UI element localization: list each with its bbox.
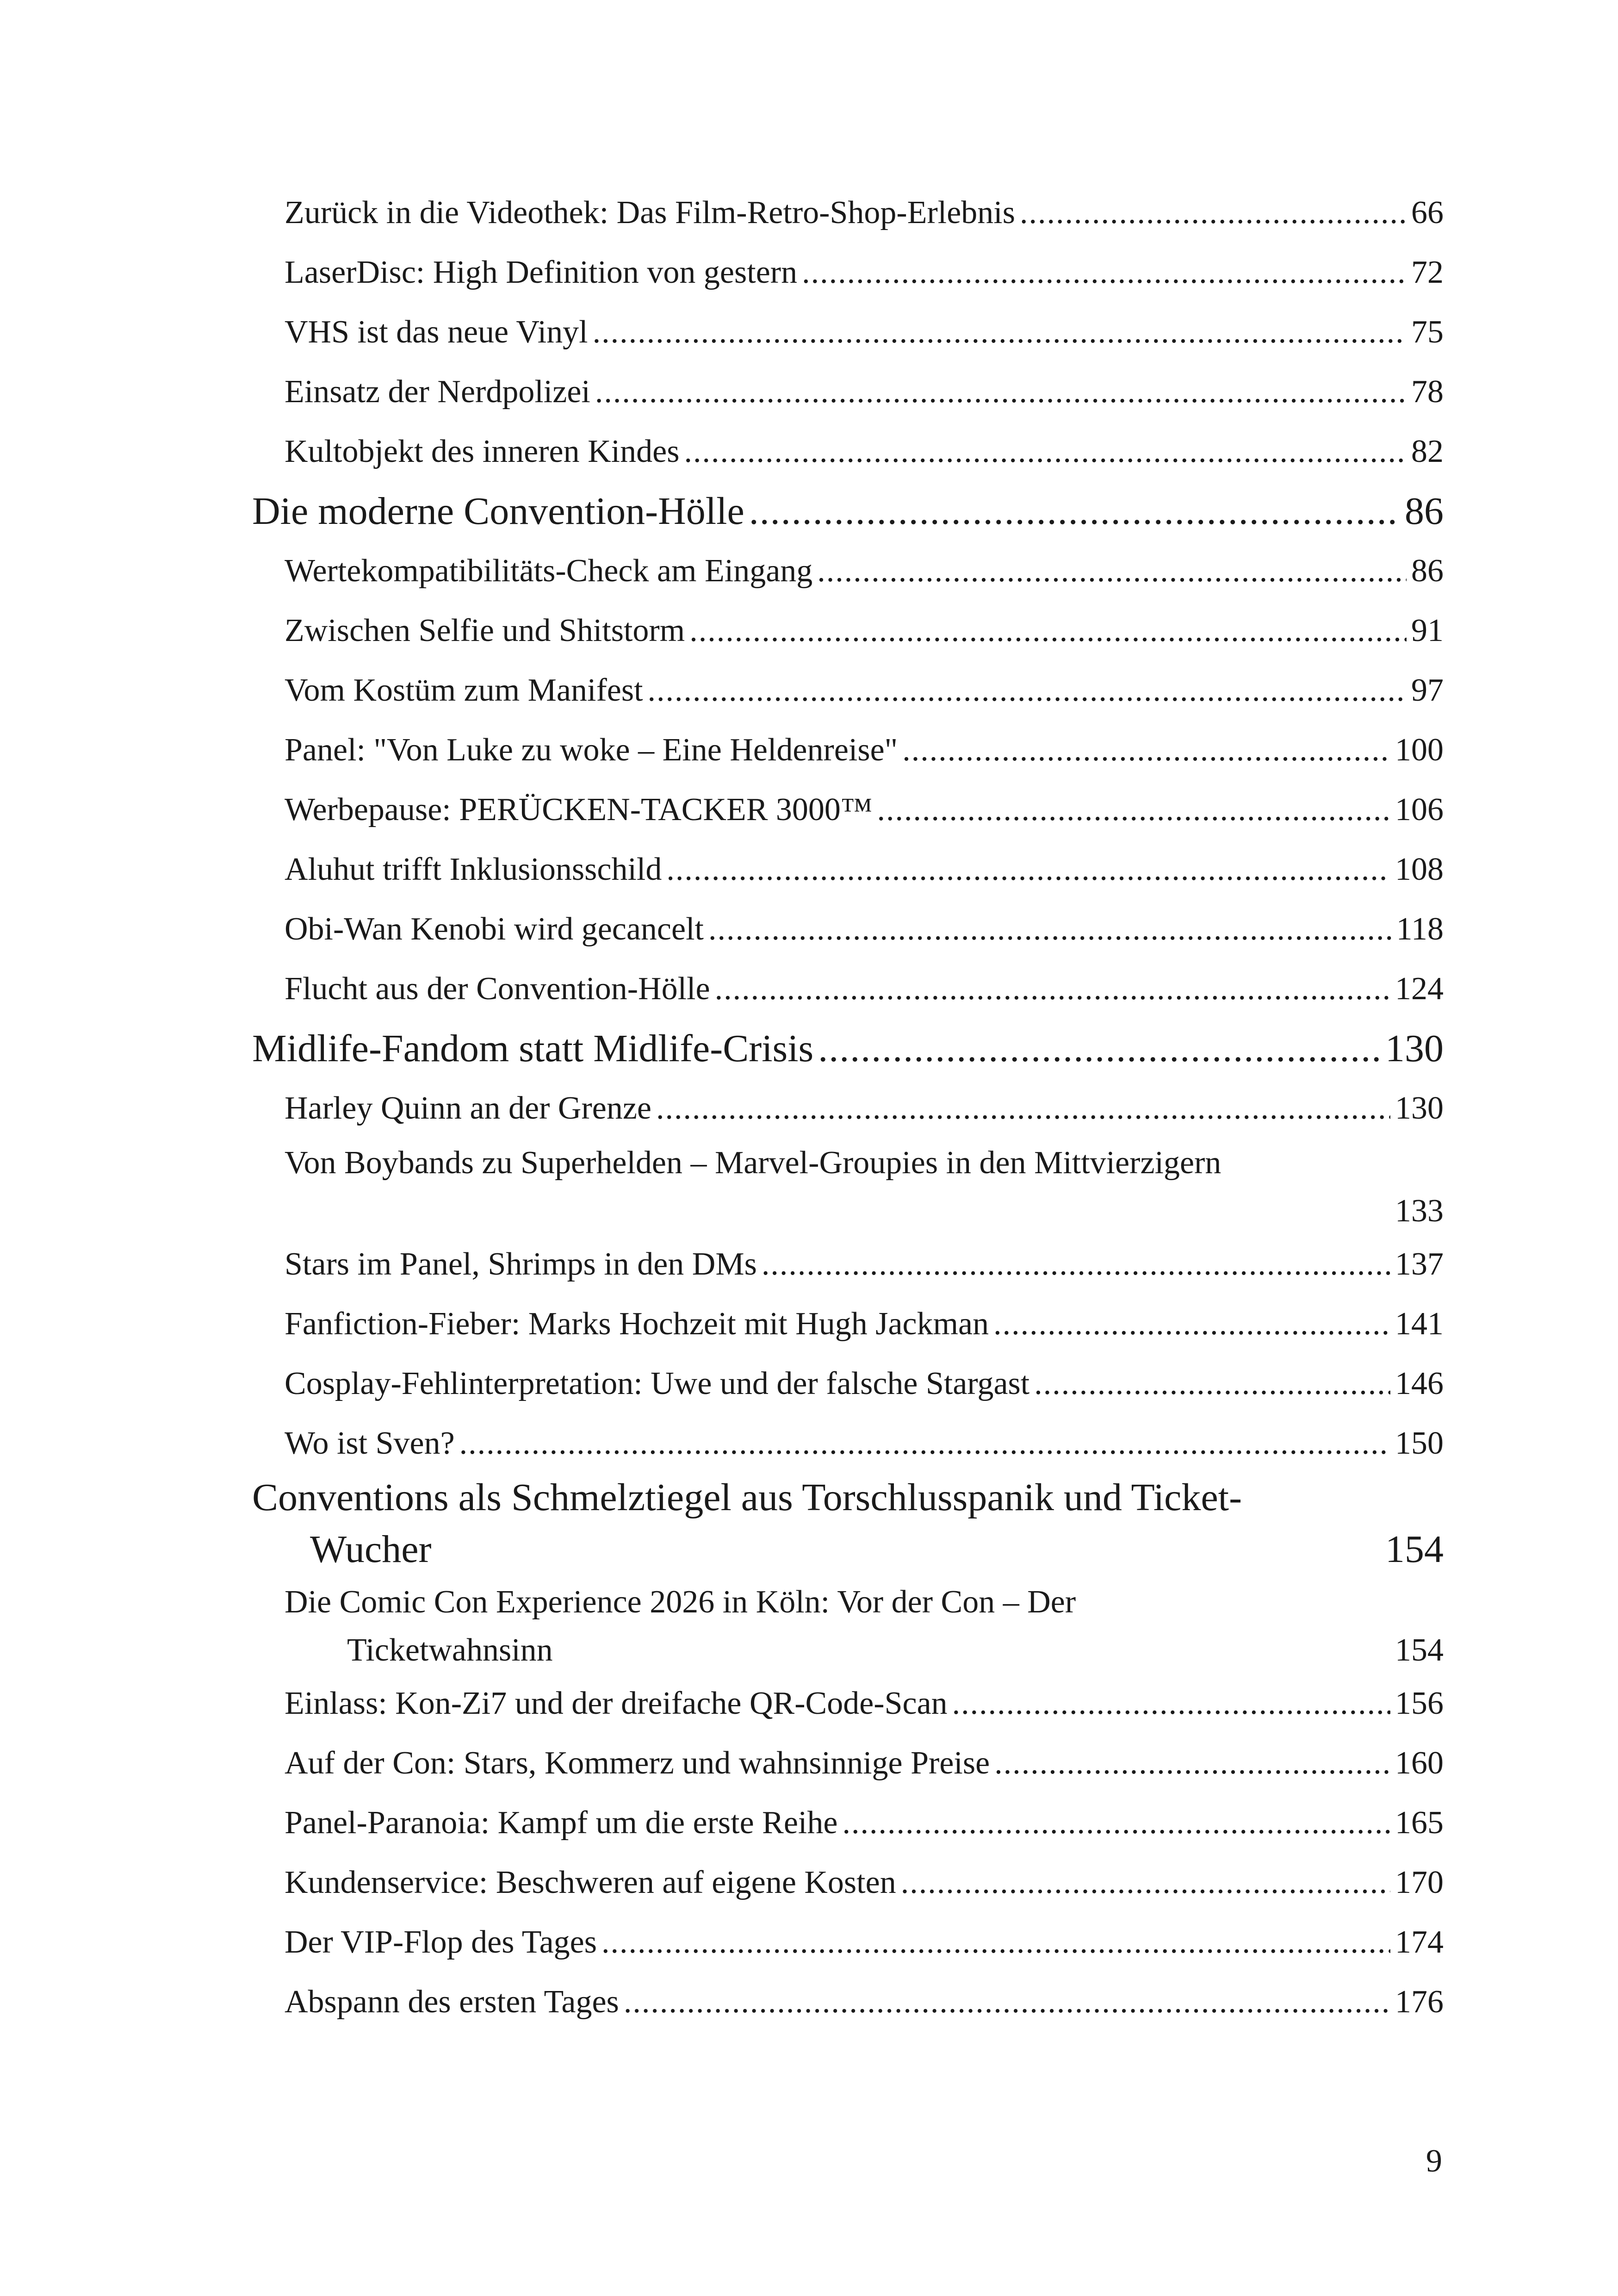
dot-leader xyxy=(818,1019,1381,1078)
toc-entry-title: Auf der Con: Stars, Kommerz und wahnsinnige Preise xyxy=(285,1745,990,1781)
dot-leader xyxy=(901,1853,1390,1912)
toc-entry-title: Zurück in die Videothek: Das Film-Retro-Shop-Erlebnis xyxy=(285,195,1015,230)
dot-leader xyxy=(902,720,1390,780)
toc-entry-page: 174 xyxy=(1395,1924,1444,1960)
toc-entry-page: 124 xyxy=(1395,971,1444,1007)
toc-chapter[interactable] xyxy=(252,1019,1444,1078)
toc-entry-title: Wo ist Sven? xyxy=(285,1425,455,1461)
toc-entry[interactable] xyxy=(252,1793,1444,1853)
toc-entry-page: 97 xyxy=(1411,672,1444,708)
toc-entry[interactable] xyxy=(252,422,1444,481)
toc-entry-page: 86 xyxy=(1411,553,1444,589)
toc-entry[interactable] xyxy=(252,1234,1444,1294)
toc-chapter-page: 86 xyxy=(1405,490,1444,533)
toc-entry-page: 130 xyxy=(1395,1090,1444,1126)
toc-entry-title: Panel: "Von Luke zu woke – Eine Heldenreise" xyxy=(285,732,898,768)
toc-entry[interactable] xyxy=(252,1354,1444,1413)
dot-leader xyxy=(595,362,1407,422)
toc-entry[interactable] xyxy=(252,1912,1444,1972)
toc-entry-page: 170 xyxy=(1395,1865,1444,1900)
toc-entry-page: 78 xyxy=(1411,374,1444,410)
toc-entry-title: Vom Kostüm zum Manifest xyxy=(285,672,643,708)
dot-leader xyxy=(715,959,1390,1019)
toc-entry[interactable] xyxy=(252,1138,1444,1234)
toc-entry-title: Werbepause: PERÜCKEN-TACKER 3000™ xyxy=(285,792,873,828)
toc-chapter-page: 154 xyxy=(1385,1528,1444,1571)
toc-entry-page: 75 xyxy=(1411,314,1444,350)
toc-entry-page: 150 xyxy=(1395,1425,1444,1461)
toc-entry[interactable] xyxy=(252,899,1444,959)
toc-entry-title: Kultobjekt des inneren Kindes xyxy=(285,434,680,469)
toc-entry-title: Einsatz der Nerdpolizei xyxy=(285,374,590,410)
dot-leader xyxy=(684,422,1407,481)
toc-entry-page: 118 xyxy=(1396,911,1444,947)
toc-entry-page: 133 xyxy=(1395,1193,1444,1229)
dot-leader xyxy=(1020,183,1407,243)
toc-entry-title: Wertekompatibilitäts-Check am Eingang xyxy=(285,553,813,589)
dot-leader xyxy=(601,1912,1390,1972)
toc-entry-page: 106 xyxy=(1395,792,1444,828)
toc-entry-page: 165 xyxy=(1395,1805,1444,1841)
toc-chapter-title-line1: Conventions als Schmelztiegel aus Torschlusspanik und Ticket- xyxy=(252,1476,1242,1519)
toc-entry[interactable] xyxy=(252,1853,1444,1912)
toc-entry-page: 160 xyxy=(1395,1745,1444,1781)
dot-leader xyxy=(689,601,1407,660)
dot-leader xyxy=(593,302,1407,362)
toc-chapter-title: Die moderne Convention-Hölle xyxy=(252,490,744,533)
toc-entry-title-line1: Die Comic Con Experience 2026 in Köln: Vor der Con – Der xyxy=(285,1584,1076,1620)
toc-entry-title: Aluhut trifft Inklusionsschild xyxy=(285,852,662,887)
toc-entry[interactable] xyxy=(252,1078,1444,1138)
toc-entry[interactable] xyxy=(252,183,1444,243)
toc-entry-title: Abspann des ersten Tages xyxy=(285,1984,619,2020)
toc-entry-title: Der VIP-Flop des Tages xyxy=(285,1924,597,1960)
dot-leader xyxy=(842,1793,1390,1853)
dot-leader xyxy=(708,899,1392,959)
toc-entry[interactable] xyxy=(252,959,1444,1019)
toc-entry-title: Stars im Panel, Shrimps in den DMs xyxy=(285,1246,757,1282)
toc-entry[interactable] xyxy=(252,720,1444,780)
toc-entry-page: 100 xyxy=(1395,732,1444,768)
dot-leader xyxy=(994,1733,1390,1793)
toc-entry-page: 156 xyxy=(1395,1686,1444,1721)
toc-entry-title-line2: Ticketwahnsinn xyxy=(347,1632,553,1668)
toc-chapter-title: Midlife-Fandom statt Midlife-Crisis xyxy=(252,1027,814,1070)
dot-leader xyxy=(993,1294,1390,1354)
toc-entry[interactable] xyxy=(252,1413,1444,1473)
table-of-contents xyxy=(252,183,1444,2032)
toc-chapter-title-line2: Wucher xyxy=(310,1528,432,1571)
toc-entry-page: 141 xyxy=(1395,1306,1444,1342)
toc-entry-title: Zwischen Selfie und Shitstorm xyxy=(285,613,685,648)
toc-entry-page: 137 xyxy=(1395,1246,1444,1282)
toc-entry-page: 146 xyxy=(1395,1366,1444,1401)
toc-entry-title: Kundenservice: Beschweren auf eigene Kosten xyxy=(285,1865,896,1900)
dot-leader xyxy=(666,840,1390,899)
dot-leader xyxy=(762,1234,1390,1294)
toc-entry-title: Panel-Paranoia: Kampf um die erste Reihe xyxy=(285,1805,838,1841)
toc-chapter[interactable] xyxy=(252,1473,1444,1577)
dot-leader xyxy=(749,481,1400,541)
toc-chapter-page: 130 xyxy=(1385,1027,1444,1070)
toc-entry-title: VHS ist das neue Vinyl xyxy=(285,314,588,350)
toc-entry[interactable] xyxy=(252,780,1444,840)
dot-leader xyxy=(802,243,1407,302)
toc-entry[interactable] xyxy=(252,1674,1444,1733)
toc-entry-title: Einlass: Kon-Zi7 und der dreifache QR-Code-Scan xyxy=(285,1686,948,1721)
toc-entry[interactable] xyxy=(252,302,1444,362)
toc-entry-page: 82 xyxy=(1411,434,1444,469)
toc-entry-title: Cosplay-Fehlinterpretation: Uwe und der falsche Stargast xyxy=(285,1366,1030,1401)
toc-entry-page: 108 xyxy=(1395,852,1444,887)
toc-entry-title: Von Boybands zu Superhelden – Marvel-Groupies in den Mittvierzigern xyxy=(285,1145,1221,1181)
dot-leader xyxy=(656,1078,1390,1138)
toc-entry-title: Obi-Wan Kenobi wird gecancelt xyxy=(285,911,704,947)
dot-leader xyxy=(817,541,1407,601)
toc-entry[interactable] xyxy=(252,1733,1444,1793)
toc-entry[interactable] xyxy=(252,660,1444,720)
toc-entry[interactable] xyxy=(252,1972,1444,2032)
dot-leader xyxy=(459,1413,1390,1473)
toc-entry-page: 154 xyxy=(1395,1632,1444,1668)
dot-leader xyxy=(648,660,1407,720)
toc-entry[interactable] xyxy=(252,840,1444,899)
toc-entry[interactable] xyxy=(252,362,1444,422)
toc-entry-title: Harley Quinn an der Grenze xyxy=(285,1090,651,1126)
toc-entry-title: Fanfiction-Fieber: Marks Hochzeit mit Hugh Jackman xyxy=(285,1306,989,1342)
toc-entry-title: Flucht aus der Convention-Hölle xyxy=(285,971,710,1007)
toc-entry-page: 91 xyxy=(1411,613,1444,648)
toc-entry-page: 66 xyxy=(1411,195,1444,230)
dot-leader xyxy=(952,1674,1390,1733)
dot-leader xyxy=(1034,1354,1390,1413)
toc-entry-title: LaserDisc: High Definition von gestern xyxy=(285,255,798,290)
toc-entry-page: 176 xyxy=(1395,1984,1444,2020)
page-number: 9 xyxy=(1426,2143,1442,2179)
toc-entry[interactable] xyxy=(252,1294,1444,1354)
toc-entry[interactable] xyxy=(252,1577,1444,1674)
dot-leader xyxy=(624,1972,1390,2032)
toc-entry-page: 72 xyxy=(1411,255,1444,290)
toc-entry[interactable] xyxy=(252,541,1444,601)
dot-leader xyxy=(877,780,1390,840)
toc-entry[interactable] xyxy=(252,601,1444,660)
toc-entry[interactable] xyxy=(252,243,1444,302)
toc-chapter[interactable] xyxy=(252,481,1444,541)
